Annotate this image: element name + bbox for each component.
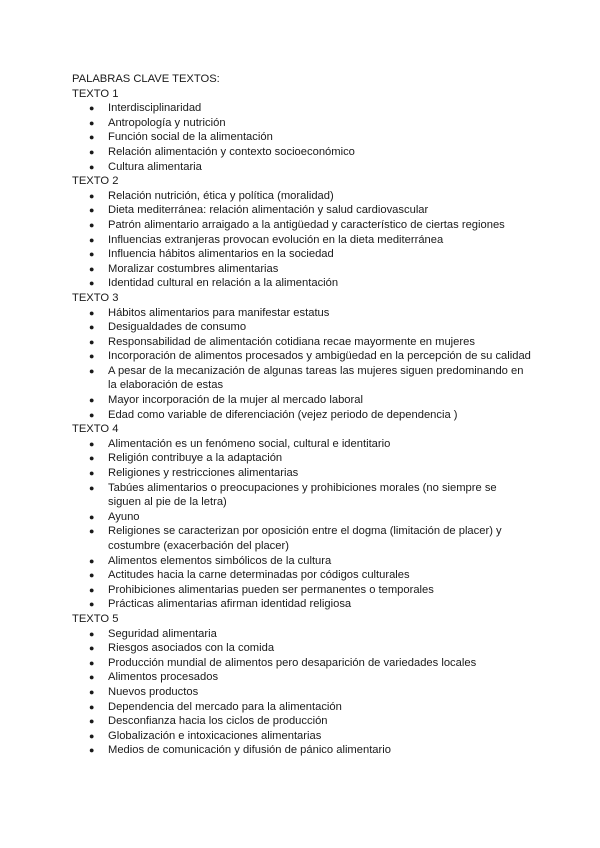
list-item-text: Mayor incorporación de la mujer al mercado laboral: [108, 394, 363, 407]
bullet-icon: ●: [89, 234, 95, 245]
list-item: [72, 583, 532, 598]
list-item-text: Prohibiciones alimentarias pueden ser permanentes o temporales: [108, 583, 434, 596]
bullet-icon: ●: [89, 438, 95, 449]
bullet-icon: ●: [89, 716, 95, 727]
bullet-icon: ●: [89, 570, 95, 581]
list-item-text: Riesgos asociados con la comida: [108, 642, 275, 655]
list-item-text: Patrón alimentario arraigado a la antigüedad y característico de ciertas regiones: [108, 218, 505, 231]
list-item-text: Influencias extranjeras provocan evolución en la dieta mediterránea: [108, 233, 444, 246]
list-item-text: Desigualdades de consumo: [108, 321, 247, 334]
bullet-icon: ●: [89, 409, 95, 420]
list-item: [72, 364, 532, 393]
list-item: [72, 160, 532, 175]
bullet-icon: ●: [89, 336, 95, 347]
list-item: [72, 641, 532, 656]
list-item: [72, 101, 532, 116]
list-item: [72, 685, 532, 700]
list-item-text: Alimentos elementos simbólicos de la cultura: [108, 554, 332, 567]
bullet-icon: ●: [89, 132, 95, 143]
list-item: [72, 437, 532, 452]
list-item-text: Producción mundial de alimentos pero desaparición de variedades locales: [108, 656, 477, 669]
list-item-text: Religión contribuye a la adaptación: [108, 452, 283, 465]
section-title: TEXTO 5: [72, 612, 119, 625]
list-item: [72, 349, 532, 364]
list-item: [72, 306, 532, 321]
list-item: [72, 130, 532, 145]
bullet-icon: ●: [89, 263, 95, 274]
list-item-text: Relación alimentación y contexto socioeconómico: [108, 145, 355, 158]
list-item: [72, 393, 532, 408]
list-item-text: Dieta mediterránea: relación alimentación y salud cardiovascular: [108, 204, 429, 217]
bullet-icon: ●: [89, 395, 95, 406]
list-item-text: Medios de comunicación y difusión de pánico alimentario: [108, 744, 391, 757]
bullet-icon: ●: [89, 672, 95, 683]
bullet-icon: ●: [89, 511, 95, 522]
list-item-text: Relación nutrición, ética y política (moralidad): [108, 189, 334, 202]
list-item: [72, 597, 532, 612]
list-item: [72, 481, 532, 510]
sections-container: [72, 87, 532, 758]
bullet-icon: ●: [89, 117, 95, 128]
bullet-icon: ●: [89, 453, 95, 464]
list-item-text: Influencia hábitos alimentarios en la sociedad: [108, 248, 334, 261]
list-item: [72, 729, 532, 744]
list-item-text: Religiones se caracterizan por oposición entre el dogma (limitación de placer) y costumbre (exacerbación del placer): [108, 525, 502, 552]
list-item-text: Nuevos productos: [108, 685, 199, 698]
bullet-icon: ●: [89, 249, 95, 260]
list-item-text: Actitudes hacia la carne determinadas por códigos culturales: [108, 569, 410, 582]
list-item-text: Edad como variable de diferenciación (vejez periodo de dependencia ): [108, 408, 458, 421]
section-texto-1: [72, 87, 532, 175]
list-item: [72, 233, 532, 248]
bullet-icon: ●: [89, 103, 95, 114]
list-item-text: Cultura alimentaria: [108, 160, 202, 173]
section-title: TEXTO 3: [72, 291, 119, 304]
bullet-list: [72, 437, 532, 612]
list-item-text: Dependencia del mercado para la alimentación: [108, 700, 342, 713]
list-item: [72, 218, 532, 233]
list-item-text: Tabúes alimentarios o preocupaciones y prohibiciones morales (no siempre se siguen al pie de la letra): [108, 481, 497, 509]
bullet-icon: ●: [89, 686, 95, 697]
list-item: [72, 743, 532, 758]
list-item: [72, 408, 532, 423]
bullet-list: [72, 189, 532, 291]
bullet-list: [72, 306, 532, 423]
bullet-icon: ●: [89, 584, 95, 595]
list-item-text: Identidad cultural en relación a la alimentación: [108, 277, 339, 290]
list-item: [72, 627, 532, 642]
list-item-text: Religiones y restricciones alimentarias: [108, 467, 299, 480]
list-item-text: Desconfianza hacia los ciclos de producción: [108, 715, 328, 728]
bullet-icon: ●: [89, 701, 95, 712]
list-item: [72, 320, 532, 335]
list-item: [72, 714, 532, 729]
list-item: [72, 554, 532, 569]
bullet-icon: ●: [89, 628, 95, 639]
list-item-text: Interdisciplinaridad: [108, 102, 202, 115]
list-item: [72, 116, 532, 131]
bullet-icon: ●: [89, 643, 95, 654]
bullet-icon: ●: [89, 555, 95, 566]
list-item: [72, 700, 532, 715]
list-item: [72, 189, 532, 204]
bullet-icon: ●: [89, 205, 95, 216]
list-item-text: Alimentación es un fenómeno social, cultural e identitario: [108, 437, 391, 450]
bullet-icon: ●: [89, 307, 95, 318]
list-item: [72, 451, 532, 466]
section-texto-2: [72, 174, 532, 291]
list-item-text: Alimentos procesados: [108, 671, 219, 684]
list-item-text: Hábitos alimentarios para manifestar estatus: [108, 306, 330, 319]
list-item: [72, 335, 532, 350]
bullet-list: [72, 101, 532, 174]
list-item-text: Ayuno: [108, 510, 140, 523]
list-item-text: Moralizar costumbres alimentarias: [108, 262, 279, 275]
bullet-icon: ●: [89, 526, 95, 537]
list-item: [72, 510, 532, 525]
section-title: TEXTO 1: [72, 87, 119, 100]
bullet-icon: ●: [89, 219, 95, 230]
document-page: [72, 72, 532, 758]
bullet-icon: ●: [89, 322, 95, 333]
list-item: [72, 524, 532, 553]
list-item: [72, 145, 532, 160]
list-item-text: Función social de la alimentación: [108, 131, 273, 144]
bullet-icon: ●: [89, 146, 95, 157]
list-item-text: Seguridad alimentaria: [108, 627, 217, 640]
section-texto-3: [72, 291, 532, 422]
bullet-icon: ●: [89, 482, 95, 493]
bullet-icon: ●: [89, 599, 95, 610]
section-texto-4: [72, 422, 532, 612]
section-texto-5: [72, 612, 532, 758]
list-item: [72, 568, 532, 583]
list-item: [72, 276, 532, 291]
bullet-icon: ●: [89, 278, 95, 289]
section-title: TEXTO 2: [72, 175, 119, 188]
list-item: [72, 670, 532, 685]
bullet-icon: ●: [89, 351, 95, 362]
bullet-icon: ●: [89, 161, 95, 172]
list-item-text: Globalización e intoxicaciones alimentarias: [108, 729, 322, 742]
list-item: [72, 262, 532, 277]
list-item-text: Incorporación de alimentos procesados y ambigüedad en la percepción de su calidad: [108, 350, 531, 363]
document-heading: PALABRAS CLAVE TEXTOS:: [72, 73, 220, 85]
section-title: TEXTO 4: [72, 423, 119, 436]
bullet-icon: ●: [89, 468, 95, 479]
bullet-icon: ●: [89, 365, 95, 376]
list-item: [72, 247, 532, 262]
bullet-icon: ●: [89, 745, 95, 756]
list-item-text: Responsabilidad de alimentación cotidiana recae mayormente en mujeres: [108, 335, 475, 348]
list-item: [72, 203, 532, 218]
list-item: [72, 466, 532, 481]
list-item-text: Antropología y nutrición: [108, 116, 226, 129]
bullet-icon: ●: [89, 657, 95, 668]
list-item: [72, 656, 532, 671]
bullet-icon: ●: [89, 190, 95, 201]
bullet-icon: ●: [89, 730, 95, 741]
list-item-text: Prácticas alimentarias afirman identidad religiosa: [108, 598, 352, 611]
bullet-list: [72, 627, 532, 758]
list-item-text: A pesar de la mecanización de algunas tareas las mujeres siguen predominando en la elaboración de estas: [108, 364, 524, 392]
